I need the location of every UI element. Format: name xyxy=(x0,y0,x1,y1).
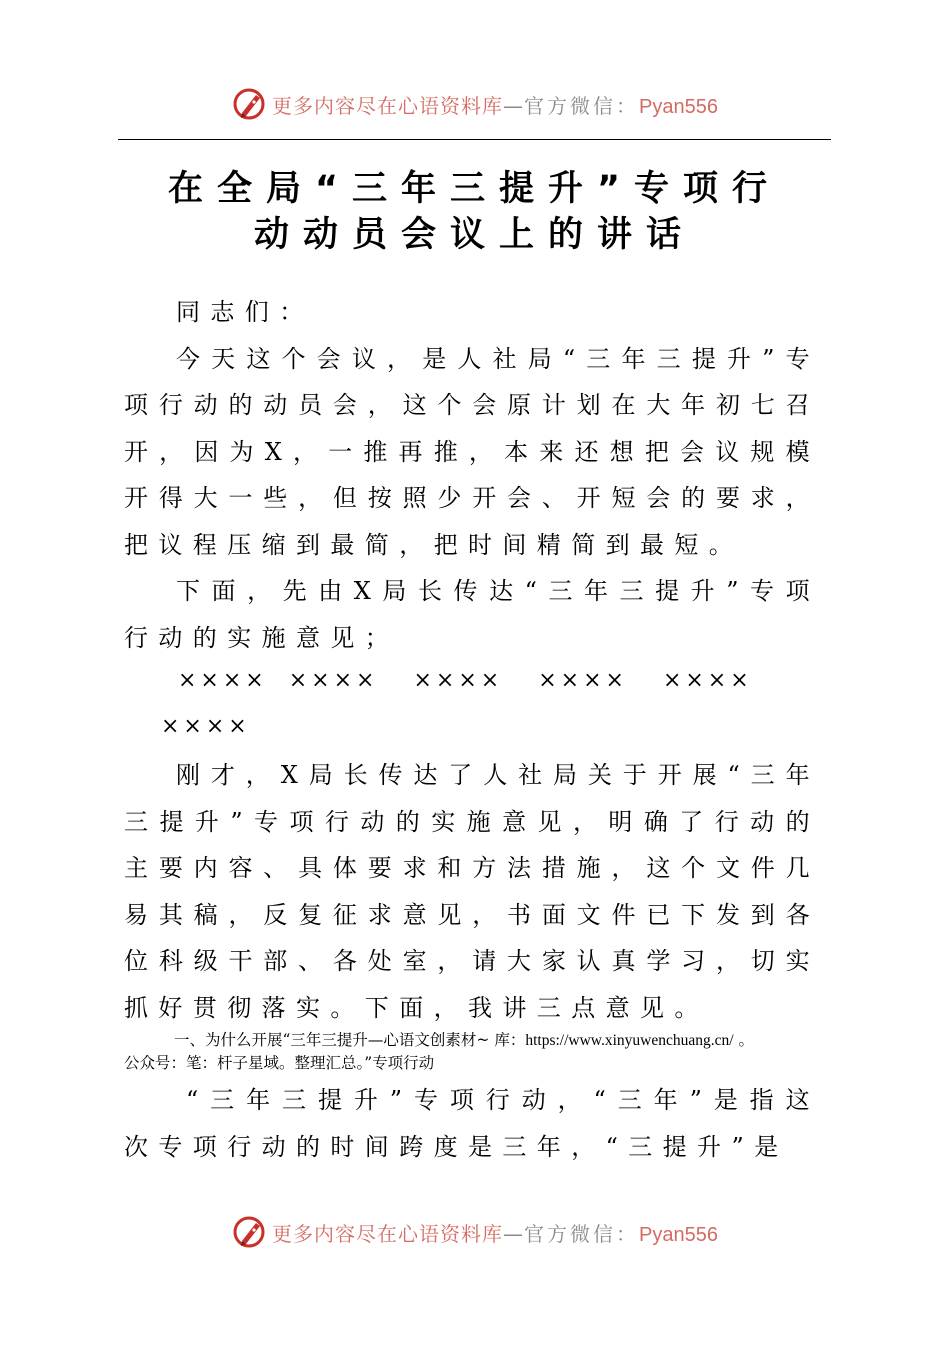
document-title xyxy=(118,166,831,258)
section-heading-note xyxy=(124,1029,824,1074)
placeholder-line-1 xyxy=(178,668,753,693)
placeholder: ×××× xyxy=(288,668,379,693)
pen-logo-icon xyxy=(232,86,268,122)
footer-brand-text xyxy=(272,1218,718,1247)
brand-name: 更多内容尽在心语资料库 xyxy=(272,1221,504,1246)
paragraph-1: 今天这个会议，是人社局“三年三提升”专项行动的动员会，这个会原计划在大年初七召开，因为X，一推再推，本来还想把会议规模开得大一些，但按照少开会、开短会的要求，把议程压缩到最简，把时间精简到最短。 xyxy=(124,344,820,559)
pen-logo-icon xyxy=(232,1214,268,1250)
header-brand-text xyxy=(272,90,718,119)
body-block-2 xyxy=(124,752,820,1031)
note-line-2: 公众号：笔：杆子星域。整理汇总。”专项行动 xyxy=(124,1054,435,1072)
note-text-a: 一、为什么开展“三年三提升—心语文创素材~ 库： xyxy=(174,1031,526,1049)
note-text-b: 。 xyxy=(733,1031,754,1049)
paragraph-2: 下面，先由X局长传达“三年三提升”专项行动的实施意见； xyxy=(124,577,820,652)
header-divider xyxy=(118,139,831,140)
placeholder: ×××× xyxy=(178,668,268,693)
source-url: https://www.xinyuwenchuang.cn/ xyxy=(525,1032,734,1049)
brand-dash: — xyxy=(503,1221,525,1246)
note-line-1 xyxy=(124,1029,824,1052)
placeholder: ×××× xyxy=(161,714,251,739)
title-line-1: 在全局“三年三提升”专项行 xyxy=(167,169,781,209)
footer-brand xyxy=(0,1210,950,1254)
placeholder: ×××× xyxy=(662,668,753,693)
placeholder: ×××× xyxy=(538,668,628,693)
brand-wechat-id: Pyan556 xyxy=(639,1223,718,1246)
brand-dash: — xyxy=(503,93,525,118)
header-brand xyxy=(0,82,950,126)
body-block-3 xyxy=(124,1077,820,1170)
brand-name: 更多内容尽在心语资料库 xyxy=(272,93,504,118)
brand-wechat-label: 官方微信： xyxy=(524,93,640,118)
salutation: 同志们： xyxy=(176,298,314,326)
paragraph-3: 刚才，X局长传达了人社局关于开展“三年三提升”专项行动的实施意见，明确了行动的主要内容、具体要求和方法措施，这个文件几易其稿，反复征求意见，书面文件已下发到各位科级干部、各处室，请大家认真学习，切实抓好贯彻落实。下面，我讲三点意见。 xyxy=(124,761,820,1022)
placeholder-line-2 xyxy=(161,714,251,739)
paragraph-4: “三年三提升”专项行动，“三年”是指这次专项行动的时间跨度是三年，“三提升”是 xyxy=(124,1086,820,1161)
placeholder: ×××× xyxy=(413,668,504,693)
title-line-2: 动动员会议上的讲话 xyxy=(253,215,695,255)
body-block-1 xyxy=(124,289,820,661)
brand-wechat-id: Pyan556 xyxy=(639,95,718,118)
brand-wechat-label: 官方微信： xyxy=(524,1221,640,1246)
